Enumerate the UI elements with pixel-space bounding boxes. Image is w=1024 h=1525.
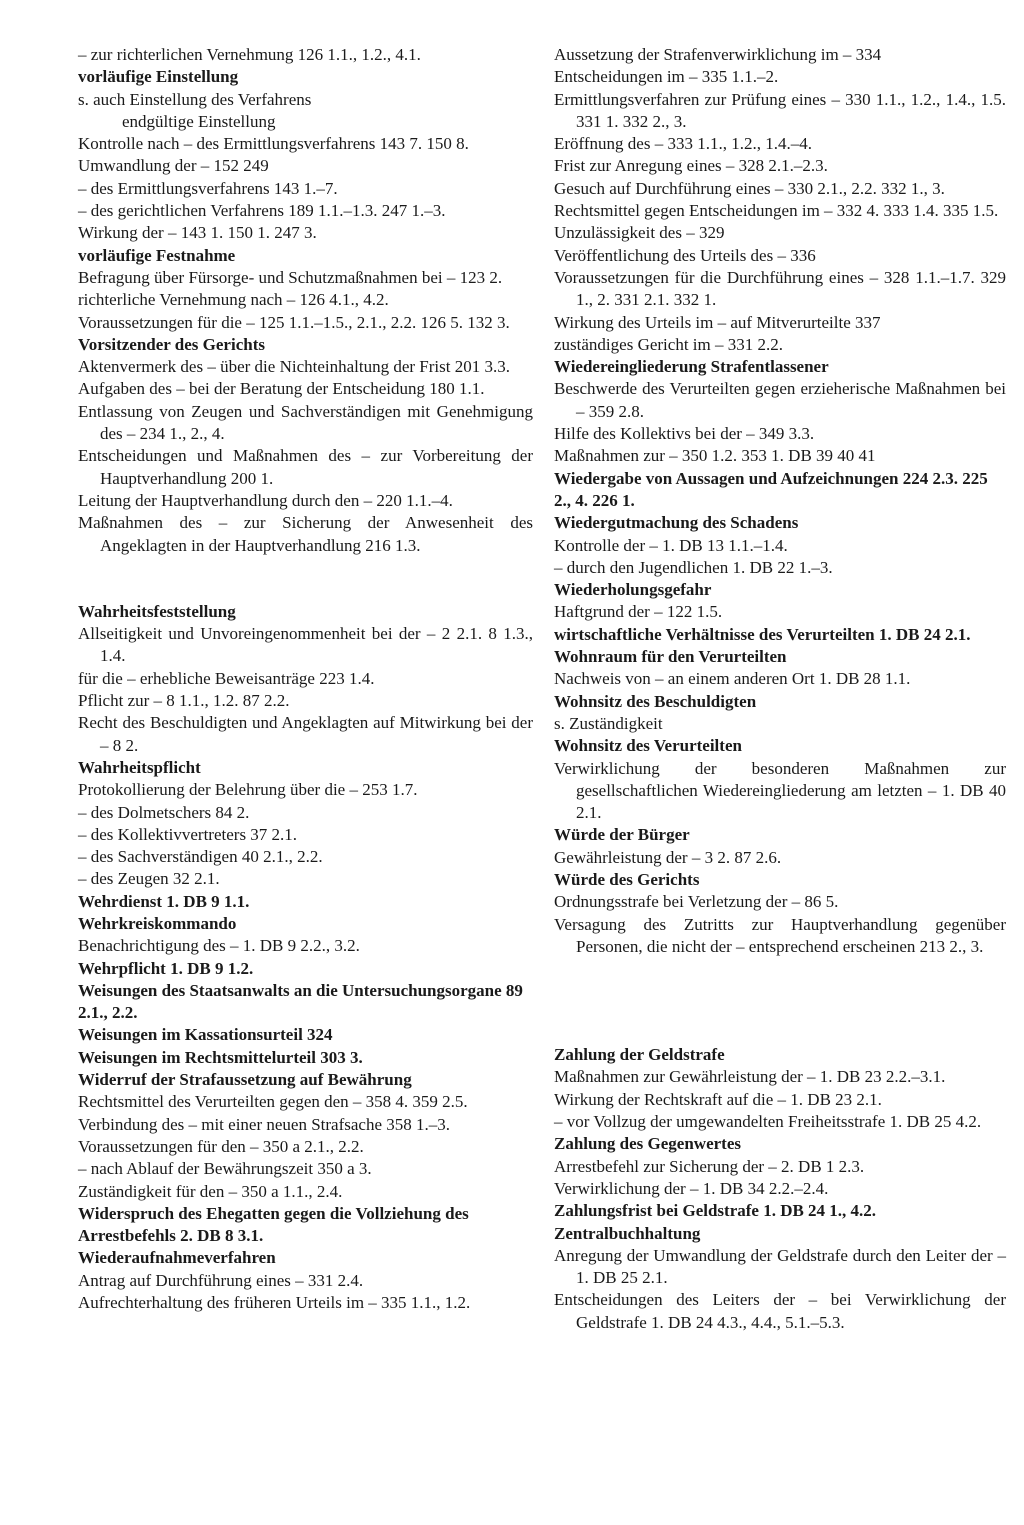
index-headword: Wohnsitz des Verurteilten — [554, 736, 742, 756]
index-subentry: Anregung der Umwandlung der Geldstrafe durch den Leiter der – 1. DB 25 2.1. — [554, 1245, 1006, 1288]
index-subentry: Eröffnung des – 333 1.1., 1.2., 1.4.–4. — [554, 134, 812, 154]
index-subentry: Voraussetzungen für den – 350 a 2.1., 2.2. — [78, 1136, 364, 1156]
index-headword: Vorsitzender des Gerichts — [78, 334, 265, 354]
index-subentry: Zuständigkeit für den – 350 a 1.1., 2.4. — [78, 1181, 343, 1201]
index-subentry: Unzulässigkeit des – 329 — [554, 223, 725, 243]
index-headword: Wahrheitspflicht — [78, 757, 201, 777]
index-headword: vorläufige Festnahme — [78, 245, 236, 265]
index-subentry: s. Zuständigkeit — [554, 713, 663, 733]
index-subentry: Leitung der Hauptverhandlung durch den – 220 1.1.–4. — [78, 490, 453, 510]
index-subentry: Rechtsmittel gegen Entscheidungen im – 332 4. 333 1.4. 335 1.5. — [554, 201, 999, 221]
index-subentry: – des Kollektivvertreters 37 2.1. — [78, 824, 298, 844]
index-headword: Widerruf der Strafaussetzung auf Bewährung — [78, 1070, 412, 1090]
index-headword: Zahlung des Gegenwertes — [554, 1134, 741, 1154]
index-subentry: Beschwerde des Verurteilten gegen erzieherische Maßnahmen bei – 359 2.8. — [554, 379, 1006, 421]
index-subentry: Entscheidungen im – 335 1.1.–2. — [554, 67, 779, 87]
index-subentry: – durch den Jugendlichen 1. DB 22 1.–3. — [554, 557, 833, 577]
index-subentry: richterliche Vernehmung nach – 126 4.1., 4.2. — [78, 290, 389, 310]
index-headword: Wiedergutmachung des Schadens — [554, 513, 799, 533]
index-subentry: Gesuch auf Durchführung eines – 330 2.1., 2.2. 332 1., 3. — [554, 178, 945, 198]
index-headword: Wehrkreiskommando — [78, 913, 237, 933]
index-subentry: Kontrolle der – 1. DB 13 1.1.–1.4. — [554, 535, 788, 555]
index-subentry: Veröffentlichung des Urteils des – 336 — [554, 245, 816, 265]
index-subentry: Nachweis von – an einem anderen Ort 1. DB 28 1.1. — [554, 669, 911, 689]
index-subentry: – nach Ablauf der Bewährungszeit 350 a 3. — [78, 1159, 372, 1179]
section-gap — [554, 958, 1006, 1044]
index-subentry: Voraussetzungen für die Durchführung eines – 328 1.1.–1.7. 329 1., 2. 331 2.1. 332 1. — [554, 267, 1006, 310]
index-subentry: Pflicht zur – 8 1.1., 1.2. 87 2.2. — [78, 691, 290, 711]
index-subentry: – des Sachverständigen 40 2.1., 2.2. — [78, 847, 323, 867]
index-headword: Wiederaufnahmeverfahren — [78, 1248, 276, 1268]
index-subentry: Maßnahmen des – zur Sicherung der Anwesenheit des Angeklagten in der Hauptverhandlung 216 1.3. — [78, 513, 533, 555]
section-gap — [78, 557, 533, 601]
index-subentry: Maßnahmen zur – 350 1.2. 353 1. DB 39 40 41 — [554, 446, 876, 466]
index-headword: Wahrheitsfeststellung — [78, 601, 236, 621]
index-headword: Würde der Bürger — [554, 825, 690, 845]
index-subentry: – zur richterlichen Vernehmung 126 1.1., 1.2., 4.1. — [78, 45, 421, 64]
index-subentry: Recht des Beschuldigten und Angeklagten auf Mitwirkung bei der – 8 2. — [78, 713, 533, 755]
index-subentry: Befragung über Fürsorge- und Schutzmaßnahmen bei – 123 2. — [78, 267, 503, 287]
index-subentry: Ordnungsstrafe bei Verletzung der – 86 5. — [554, 892, 839, 912]
index-subentry: Wirkung der – 143 1. 150 1. 247 3. — [78, 223, 317, 243]
index-subentry: Gewährleistung der – 3 2. 87 2.6. — [554, 847, 782, 867]
index-subentry: Aufrechterhaltung des früheren Urteils im – 335 1.1., 1.2. — [78, 1293, 471, 1313]
index-subentry: Entscheidungen des Leiters der – bei Verwirklichung der Geldstrafe 1. DB 24 4.3., 4.4., 5.1.–5.3. — [554, 1290, 1006, 1332]
index-headword: Zentralbuchhaltung — [554, 1223, 701, 1243]
index-subentry: endgültige Einstellung — [122, 111, 276, 131]
index-subentry: Benachrichtigung des – 1. DB 9 2.2., 3.2. — [78, 936, 360, 956]
index-subentry: zuständiges Gericht im – 331 2.2. — [554, 334, 783, 354]
index-headword: Wehrdienst 1. DB 9 1.1. — [78, 891, 250, 911]
index-headword: Widerspruch des Ehegatten gegen die Vollziehung des Arrestbefehls 2. DB 8 3.1. — [78, 1203, 469, 1246]
index-subentry: Entlassung von Zeugen und Sachverständigen mit Genehmigung des – 234 1., 2., 4. — [78, 401, 533, 444]
index-subentry: Haftgrund der – 122 1.5. — [554, 602, 723, 622]
index-subentry: Entscheidungen und Maßnahmen des – zur Vorbereitung der Hauptverhandlung 200 1. — [78, 446, 533, 488]
index-subentry: Verwirklichung der – 1. DB 34 2.2.–2.4. — [554, 1178, 829, 1198]
index-column-left — [78, 44, 533, 1314]
index-headword: Wiederholungsgefahr — [554, 580, 712, 600]
index-subentry: Allseitigkeit und Unvoreingenommenheit bei der – 2 2.1. 8 1.3., 1.4. — [78, 624, 533, 666]
index-subentry: – des Ermittlungsverfahrens 143 1.–7. — [78, 178, 338, 198]
index-subentry: Ermittlungsverfahren zur Prüfung eines – 330 1.1., 1.2., 1.4., 1.5. 331 1. 332 2., 3. — [554, 89, 1006, 131]
index-headword: vorläufige Einstellung — [78, 67, 239, 87]
index-subentry: Rechtsmittel des Verurteilten gegen den – 358 4. 359 2.5. — [78, 1092, 468, 1112]
index-headword: Wohnsitz des Beschuldigten — [554, 691, 757, 711]
index-headword: Wohnraum für den Verurteilten — [554, 647, 787, 667]
index-headword: Wiedergabe von Aussagen und Aufzeichnungen 224 2.3. 225 2., 4. 226 1. — [554, 468, 988, 510]
index-headword: Weisungen im Rechtsmittelurteil 303 3. — [78, 1047, 363, 1067]
index-headword: wirtschaftliche Verhältnisse des Verurteilten 1. DB 24 2.1. — [554, 624, 971, 644]
index-subentry: – des gerichtlichen Verfahrens 189 1.1.–1.3. 247 1.–3. — [78, 201, 446, 221]
index-subentry: – vor Vollzug der umgewandelten Freiheitsstrafe 1. DB 25 4.2. — [554, 1112, 982, 1132]
index-subentry: Aussetzung der Strafenverwirklichung im – 334 — [554, 45, 882, 64]
index-headword: Zahlung der Geldstrafe — [554, 1045, 725, 1065]
index-subentry: Umwandlung der – 152 249 — [78, 156, 269, 176]
index-subentry: Frist zur Anregung eines – 328 2.1.–2.3. — [554, 156, 828, 176]
index-headword: Weisungen im Kassationsurteil 324 — [78, 1025, 333, 1045]
index-subentry: Wirkung der Rechtskraft auf die – 1. DB 23 2.1. — [554, 1089, 882, 1109]
index-subentry: s. auch Einstellung des Verfahrens — [78, 89, 312, 109]
index-subentry: Voraussetzungen für die – 125 1.1.–1.5., 2.1., 2.2. 126 5. 132 3. — [78, 312, 510, 332]
index-subentry: Antrag auf Durchführung eines – 331 2.4. — [78, 1270, 364, 1290]
index-subentry: Protokollierung der Belehrung über die – 253 1.7. — [78, 780, 418, 800]
index-subentry: Wirkung des Urteils im – auf Mitverurteilte 337 — [554, 312, 881, 332]
index-subentry: Aktenvermerk des – über die Nichteinhaltung der Frist 201 3.3. — [78, 357, 510, 377]
index-subentry: Verwirklichung der besonderen Maßnahmen zur gesellschaftlichen Wiedereingliederung am letzten – 1. DB 40 2.1. — [554, 758, 1006, 823]
index-column-right — [554, 44, 1006, 1334]
index-subentry: für die – erhebliche Beweisanträge 223 1.4. — [78, 668, 375, 688]
index-subentry: Versagung des Zutritts zur Hauptverhandlung gegenüber Personen, die nicht der – entsprechend erscheinen 213 2., 3. — [554, 914, 1006, 956]
index-subentry: Maßnahmen zur Gewährleistung der – 1. DB 23 2.2.–3.1. — [554, 1067, 946, 1087]
index-headword: Weisungen des Staatsanwalts an die Untersuchungsorgane 89 2.1., 2.2. — [78, 980, 523, 1023]
index-subentry: Hilfe des Kollektivs bei der – 349 3.3. — [554, 424, 815, 444]
index-subentry: – des Dolmetschers 84 2. — [78, 802, 250, 822]
index-subentry: Arrestbefehl zur Sicherung der – 2. DB 1 2.3. — [554, 1156, 865, 1176]
index-subentry: Aufgaben des – bei der Beratung der Entscheidung 180 1.1. — [78, 379, 485, 399]
index-headword: Wehrpflicht 1. DB 9 1.2. — [78, 958, 254, 978]
index-headword: Würde des Gerichts — [554, 869, 700, 889]
index-subentry: Verbindung des – mit einer neuen Strafsache 358 1.–3. — [78, 1114, 451, 1134]
index-headword: Zahlungsfrist bei Geldstrafe 1. DB 24 1., 4.2. — [554, 1201, 877, 1221]
index-subentry: Kontrolle nach – des Ermittlungsverfahrens 143 7. 150 8. — [78, 134, 469, 154]
index-subentry: – des Zeugen 32 2.1. — [78, 869, 220, 889]
index-headword: Wiedereingliederung Strafentlassener — [554, 357, 829, 377]
